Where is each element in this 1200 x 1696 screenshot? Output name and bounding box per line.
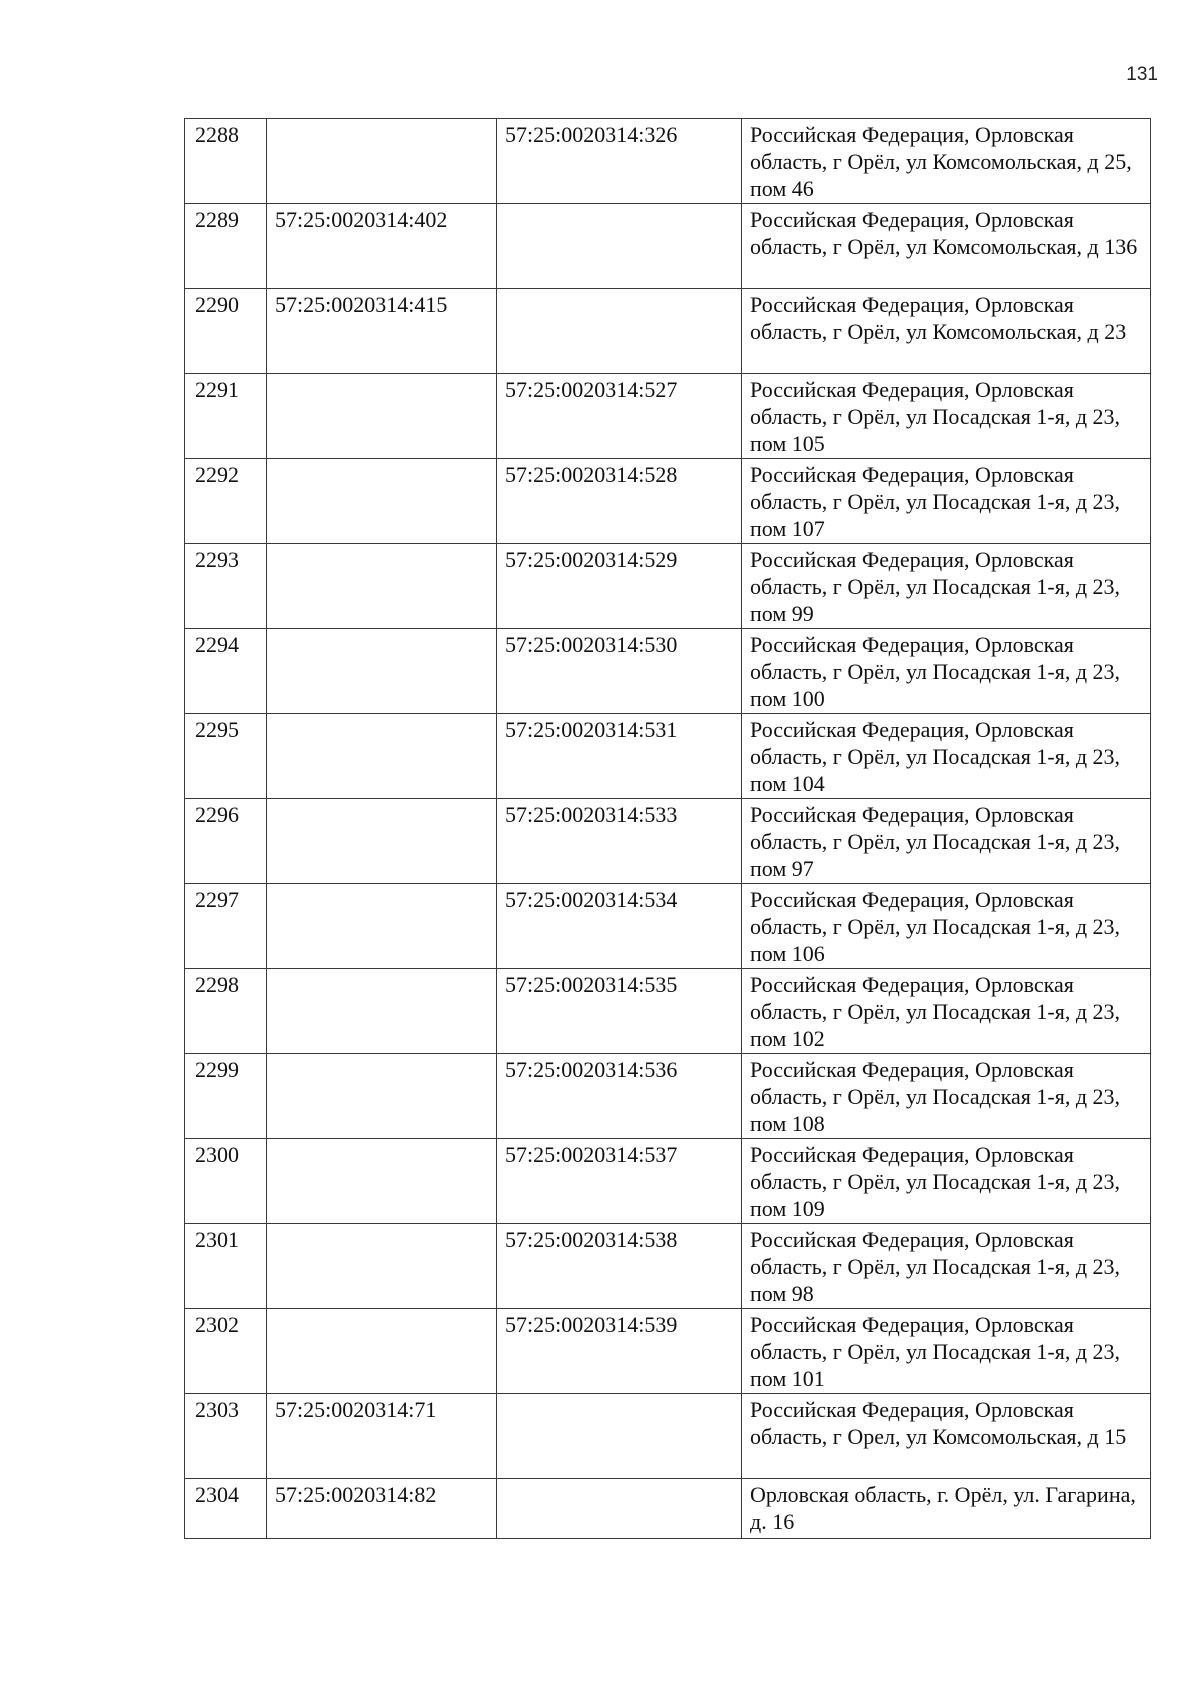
cadastral-number-land-cell (267, 969, 497, 1054)
cadastral-number-land-cell (267, 374, 497, 459)
table-row (185, 1479, 1151, 1539)
table-row (185, 289, 1151, 374)
table-row (185, 459, 1151, 544)
address-cell: Российская Федерация, Орловская область, г Орёл, ул Посадская 1-я, д 23, пом 97 (742, 799, 1151, 884)
address-cell: Российская Федерация, Орловская область, г Орёл, ул Посадская 1-я, д 23, пом 101 (742, 1309, 1151, 1394)
row-number-cell: 2297 (185, 884, 267, 969)
cadastral-number-land-cell (267, 1309, 497, 1394)
cadastral-number-land-cell (267, 1139, 497, 1224)
table-row (185, 544, 1151, 629)
address-cell: Орловская область, г. Орёл, ул. Гагарина, д. 16 (742, 1479, 1151, 1539)
cadastral-number-premises-cell (497, 1479, 742, 1539)
cadastral-number-land-cell (267, 459, 497, 544)
cadastral-number-land-cell (267, 544, 497, 629)
address-cell: Российская Федерация, Орловская область, г Орёл, ул Посадская 1-я, д 23, пом 104 (742, 714, 1151, 799)
cadastral-number-land-cell: 57:25:0020314:415 (267, 289, 497, 374)
cadastral-number-premises-cell: 57:25:0020314:538 (497, 1224, 742, 1309)
cadastral-number-premises-cell: 57:25:0020314:534 (497, 884, 742, 969)
cadastral-number-premises-cell: 57:25:0020314:529 (497, 544, 742, 629)
address-cell: Российская Федерация, Орловская область, г Орёл, ул Посадская 1-я, д 23, пом 107 (742, 459, 1151, 544)
cadastral-number-land-cell: 57:25:0020314:82 (267, 1479, 497, 1539)
cadastral-number-premises-cell (497, 204, 742, 289)
row-number-cell: 2293 (185, 544, 267, 629)
table-row (185, 629, 1151, 714)
address-cell: Российская Федерация, Орловская область, г Орёл, ул Посадская 1-я, д 23, пом 100 (742, 629, 1151, 714)
cadastral-number-land-cell (267, 119, 497, 204)
address-cell: Российская Федерация, Орловская область, г Орел, ул Комсомольская, д 15 (742, 1394, 1151, 1479)
table-row (185, 374, 1151, 459)
cadastral-number-premises-cell: 57:25:0020314:527 (497, 374, 742, 459)
table-row (185, 1309, 1151, 1394)
cadastral-number-premises-cell: 57:25:0020314:531 (497, 714, 742, 799)
cadastral-number-premises-cell (497, 289, 742, 374)
cadastral-number-premises-cell: 57:25:0020314:530 (497, 629, 742, 714)
row-number-cell: 2294 (185, 629, 267, 714)
address-cell: Российская Федерация, Орловская область, г Орёл, ул Посадская 1-я, д 23, пом 108 (742, 1054, 1151, 1139)
address-cell: Российская Федерация, Орловская область, г Орёл, ул Посадская 1-я, д 23, пом 99 (742, 544, 1151, 629)
row-number-cell: 2290 (185, 289, 267, 374)
cadastral-number-land-cell (267, 1224, 497, 1309)
address-cell: Российская Федерация, Орловская область, г Орёл, ул Комсомольская, д 136 (742, 204, 1151, 289)
cadastral-number-premises-cell: 57:25:0020314:528 (497, 459, 742, 544)
cadastral-number-premises-cell: 57:25:0020314:536 (497, 1054, 742, 1139)
table-row (185, 884, 1151, 969)
table-row (185, 1224, 1151, 1309)
table-row (185, 119, 1151, 204)
table-row (185, 969, 1151, 1054)
address-cell: Российская Федерация, Орловская область, г Орёл, ул Посадская 1-я, д 23, пом 105 (742, 374, 1151, 459)
cadastral-number-land-cell (267, 884, 497, 969)
row-number-cell: 2298 (185, 969, 267, 1054)
cadastral-number-premises-cell (497, 1394, 742, 1479)
row-number-cell: 2291 (185, 374, 267, 459)
cadastral-number-premises-cell: 57:25:0020314:533 (497, 799, 742, 884)
row-number-cell: 2295 (185, 714, 267, 799)
address-cell: Российская Федерация, Орловская область, г Орёл, ул Посадская 1-я, д 23, пом 102 (742, 969, 1151, 1054)
cadastral-number-premises-cell: 57:25:0020314:539 (497, 1309, 742, 1394)
row-number-cell: 2300 (185, 1139, 267, 1224)
registry-table (184, 118, 1151, 1539)
table-row (185, 1054, 1151, 1139)
registry-table-body (185, 119, 1151, 1539)
row-number-cell: 2289 (185, 204, 267, 289)
address-cell: Российская Федерация, Орловская область, г Орёл, ул Посадская 1-я, д 23, пом 109 (742, 1139, 1151, 1224)
cadastral-number-premises-cell: 57:25:0020314:537 (497, 1139, 742, 1224)
address-cell: Российская Федерация, Орловская область, г Орёл, ул Комсомольская, д 25, пом 46 (742, 119, 1151, 204)
address-cell: Российская Федерация, Орловская область, г Орёл, ул Посадская 1-я, д 23, пом 106 (742, 884, 1151, 969)
cadastral-number-land-cell (267, 799, 497, 884)
row-number-cell: 2302 (185, 1309, 267, 1394)
table-row (185, 799, 1151, 884)
row-number-cell: 2304 (185, 1479, 267, 1539)
cadastral-number-land-cell (267, 714, 497, 799)
cadastral-number-land-cell (267, 629, 497, 714)
table-row (185, 1394, 1151, 1479)
cadastral-number-premises-cell: 57:25:0020314:326 (497, 119, 742, 204)
row-number-cell: 2303 (185, 1394, 267, 1479)
cadastral-number-land-cell: 57:25:0020314:402 (267, 204, 497, 289)
address-cell: Российская Федерация, Орловская область, г Орёл, ул Посадская 1-я, д 23, пом 98 (742, 1224, 1151, 1309)
cadastral-number-land-cell (267, 1054, 497, 1139)
table-row (185, 714, 1151, 799)
row-number-cell: 2296 (185, 799, 267, 884)
cadastral-number-premises-cell: 57:25:0020314:535 (497, 969, 742, 1054)
address-cell: Российская Федерация, Орловская область, г Орёл, ул Комсомольская, д 23 (742, 289, 1151, 374)
table-row (185, 1139, 1151, 1224)
row-number-cell: 2301 (185, 1224, 267, 1309)
row-number-cell: 2288 (185, 119, 267, 204)
row-number-cell: 2292 (185, 459, 267, 544)
row-number-cell: 2299 (185, 1054, 267, 1139)
page-number: 131 (1126, 64, 1158, 85)
cadastral-number-land-cell: 57:25:0020314:71 (267, 1394, 497, 1479)
table-row (185, 204, 1151, 289)
